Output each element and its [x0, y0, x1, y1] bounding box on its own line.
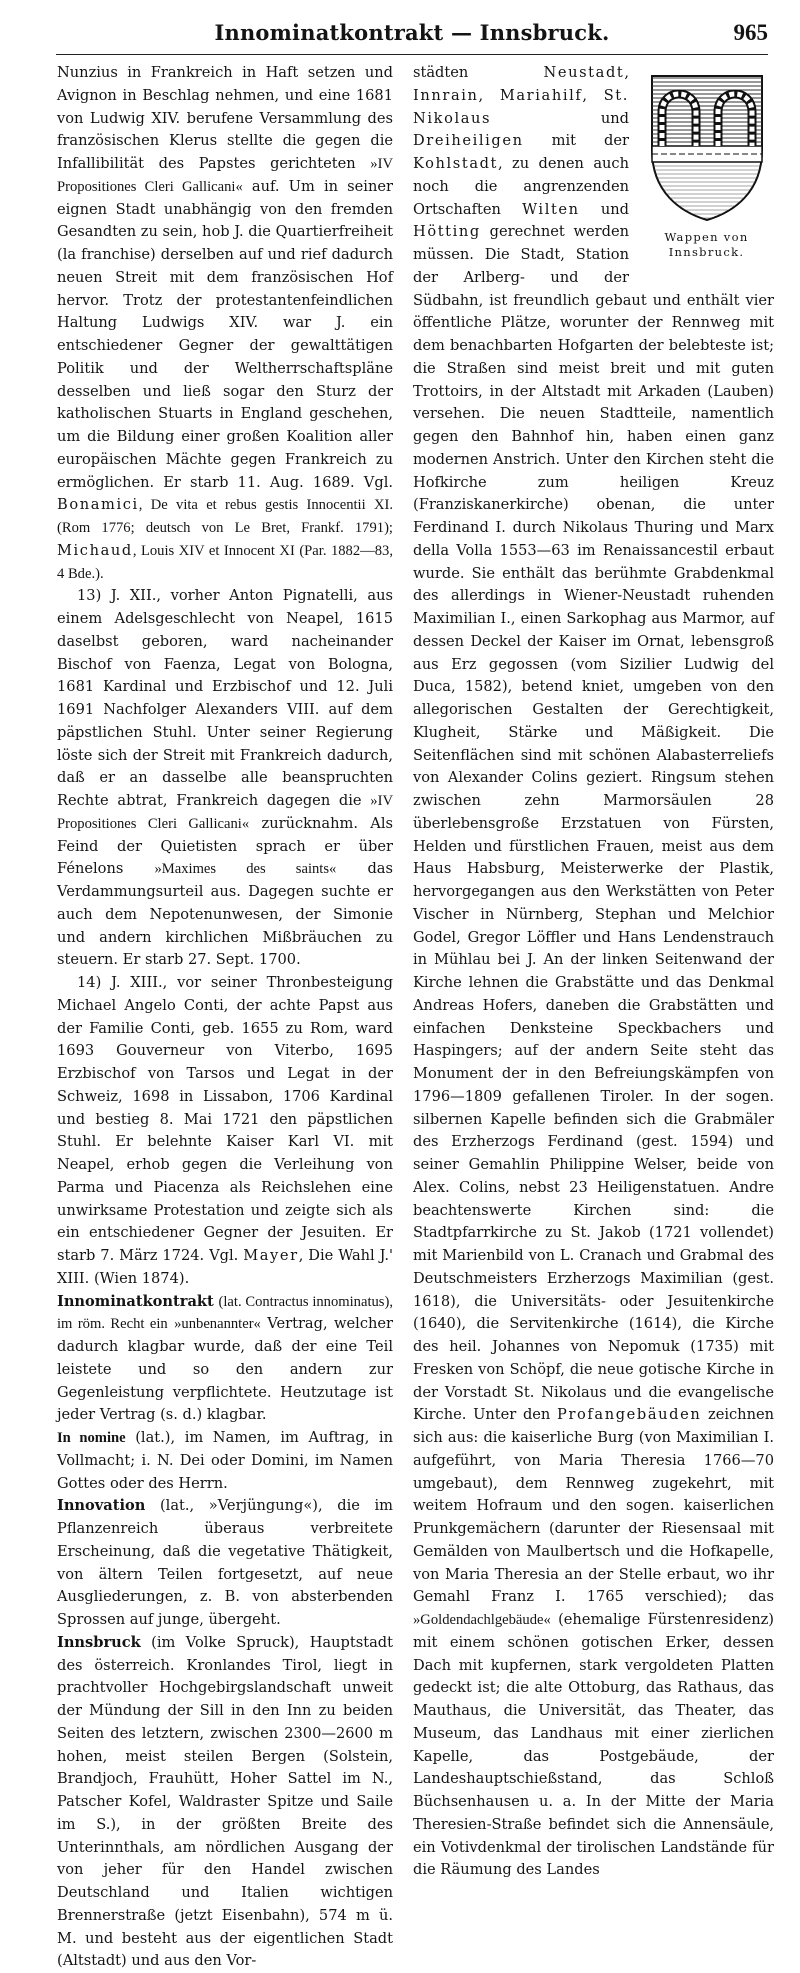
entry-in-nomine: In nomine (lat.), im Namen, im Auftrag, in Vollmacht; i. N. Dei oder Domini, im Namen Gottes oder des Herrn.: [57, 1429, 393, 1492]
entry-innsbruck-continued: städten Neustadt, Innrain, Mariahilf, St. Nikolaus und Dreiheiligen mit der Kohlstadt, zu denen auch noch die angrenzenden Ortschaften Wilten und Hötting gerechnet werden müssen. Die Stadt, Station der Arlberg- und der Südbahn, ist freundlich gebaut und enthält vier öffentliche Plätze, worunter der Rennweg mit dem benachbarten Hofgarten der belebteste ist; die Straßen sind meist breit und mit guten Trottoirs, in der Altstadt mit Arkaden (Lauben) versehen. Die neuen Stadtteile, namentlich gegen den Bahnhof hin, haben einen ganz modernen Anstrich. Unter den Kirchen steht die Hofkirche zum heiligen Kreuz (Franziskanerkirche) obenan, die unter Ferdinand I. durch Nikolaus Thuring und Marx della Volla 1553—63 im Renaissancestil erbaut wurde. Sie enthält das berühmte Grabdenkmal des allerdings in Wiener-Neustadt ruhenden Maximilian I., einen Sarkophag aus Marmor, auf dessen Deckel der Kaiser im Ornat, lebensgroß aus Erz gegossen (vom Sizilier Ludwig del Duca, 1582), betend kniet, umgeben von den allegorischen Gestalten der Gerechtigkeit, Klugheit, Stärke und Mäßigkeit. Die Seitenflächen sind mit schönen Alabasterreliefs von Alexander Colins geziert. Ringsum stehen zwischen zehn Marmorsäulen 28 überlebensgroße Erzstatuen von Fürsten, Helden und fürstlichen Frauen, meist aus dem Haus Habsburg, Meisterwerke der Plastik, hervorgegangen aus den Werkstätten von Peter Vischer in Nürnberg, Stephan und Melchior Godel, Gregor Löffler und Hans Lendenstrauch in Mühlau bei J. An der linken Seitenwand der Kirche lehnen die Grabstätte und das Denkmal Andreas Hofers, daneben die Grabstätten und einfachen Denksteine Speckbachers und Haspingers; auf der andern Seite steht das Monument der in den Befreiungskämpfen von 1796—1809 gefallenen Tiroler. In der sogen. silbernen Kapelle befinden sich die Grabmäler des Erzherzogs Ferdinand (gest. 1594) und seiner Gemahlin Philippine Welser, beide von Alex. Colins, nebst 23 Heiligenstatuen. Andre beachtenswerte Kirchen sind: die Stadtpfarrkirche zu St. Jakob (1721 vollendet) mit Marienbild von L. Cranach und Grabmal des Deutschmeisters Erzherzogs Maximilian (gest. 1618), die Universitäts- oder Jesuitenkirche (1640), die Servitenkirche (1614), die Kirche des heil. Johannes von Nepomuk (1735) mit Fresken von Schöpf, die neue gotische Kirche in der Vorstadt St. Nikolaus und die evangelische Kirche. Unter den Profangebäuden zeichnen sich aus: die kaiserliche Burg (von Maximilian I. aufgeführt, von Maria Theresia 1766—70 umgebaut), dem Rennweg zugekehrt, mit weitem Hofraum und den sogen. kaiserlichen Prunkgemächern (darunter der Riesensaal mit Gemälden von Maulbertsch und die Hofkapelle, von Maria Theresia an der Stelle erbaut, wo ihr Gemahl Franz I. 1765 verschied); das »Goldendachlgebäude« (ehemalige Fürstenresidenz) mit einem schönen gotischen Erker, dessen Dach mit kupfernen, stark vergoldeten Platten gedeckt ist; die alte Ottoburg, das Rathaus, das Mauthaus, die Universität, das Theater, das Museum, das Landhaus mit einer zierlichen Kapelle, das Postgebäude, der Landeshauptschießstand, das Schloß Büchsenhausen u. a. In der Mitte der Maria Theresien-Straße befindet sich die Annensäule, ein Votivdenkmal der tirolischen Landstände für die Räumung des Landes: [413, 64, 775, 1879]
coat-of-arms-icon: [648, 72, 766, 222]
page-header: [56, 14, 768, 55]
coat-of-arms-figure: [639, 68, 774, 272]
right-column: [413, 62, 775, 1879]
entry-innsbruck: Innsbruck (im Volke Spruck), Hauptstadt des österreich. Kronlandes Tirol, liegt in prachtvoller Hochgebirgslandschaft unweit der Mündung der Sill in den Inn zu beiden Seiten des letztern, zwischen 2300—2600 m hohen, meist steilen Bergen (Solstein, Brandjoch, Frauhütt, Hoher Sattel im N., Patscher Kofel, Waldraster Spitze und Saile im S.), in der größten Breite des Unterinnthals, am nördlichen Ausgang der von jeher für den Handel zwischen Deutschland und Italien wichtigen Brennerstraße (jetzt Eisenbahn), 574 m ü. M. und besteht aus der eigentlichen Stadt (Altstadt) und aus den Vor-: [57, 1633, 394, 1970]
paragraph-innocent-xiii: 14) J. XIII., vor seiner Thronbesteigung Michael Angelo Conti, der achte Papst aus der Familie Conti, geb. 1655 zu Rom, ward 1693 Gouverneur von Viterbo, 1695 Erzbischof von Tarsos und Legat in der Schweiz, 1698 in Lissabon, 1706 Kardinal und bestieg 8. Mai 1721 den päpstlichen Stuhl. Er belehnte Kaiser Karl VI. mit Neapel, erhob gegen die Verleihung von Parma und Piacenza als Reichslehen eine unwirksame Protestation und zeigte sich als ein entschiedener Gegner der Jesuiten. Er starb 7. März 1724. Vgl. Mayer, Die Wahl J.' XIII. (Wien 1874).: [57, 974, 393, 1287]
headword: Innsbruck: [57, 1633, 141, 1651]
page-number: 965: [733, 20, 768, 45]
running-head: Innominatkontrakt — Innsbruck.: [214, 20, 610, 45]
headword: Innovation: [57, 1497, 146, 1515]
left-column: [57, 62, 394, 1970]
entry-innovation: Innovation (lat., »Verjüngung«), die im Pflanzenreich überaus verbreitete Erscheinung, daß die vegetative Thätigkeit, von ältern Teilen fortgesetzt, auf neue Ausgliederungen, z. B. von absterbenden Sprossen auf junge, übergeht.: [57, 1497, 393, 1628]
entry-innominatkontrakt: Innominatkontrakt (lat. Contractus innominatus), im röm. Recht ein »unbenannter« Vertrag, welcher dadurch klagbar wurde, daß der eine Teil leistete und so den andern zur Gegenleistung verpflichtete. Heutzutage ist jeder Vertrag (s. d.) klagbar.: [57, 1292, 394, 1424]
paragraph-innocent-xii: 13) J. XII., vorher Anton Pignatelli, aus einem Adelsgeschlecht von Neapel, 1615 daselbst geboren, ward nacheinander Bischof von Faenza, Legat von Bologna, 1681 Kardinal und Erzbischof und 12. Juli 1691 Nachfolger Alexanders VIII. auf dem päpstlichen Stuhl. Unter seiner Regierung löste sich der Streit mit Frankreich dadurch, daß er an dasselbe alle beanspruchten Rechte abtrat, Frankreich dagegen die »IV Propositiones Cleri Gallicani« zurücknahm. Als Feind der Quietisten sprach er über Fénelons »Maximes des saints« das Verdammungsurteil aus. Dagegen suchte er auch dem Nepotenunwesen, der Simonie und andern kirchlichen Mißbräuchen zu steuern. Er starb 27. Sept. 1700.: [57, 587, 394, 969]
headword: Innominatkontrakt: [57, 1292, 214, 1310]
headword: In nomine: [57, 1430, 126, 1446]
paragraph-innocent-xi-continued: Nunzius in Frankreich in Haft setzen und Avignon in Beschlag nehmen, und eine 1681 von Ludwig XIV. berufene Versammlung des französischen Klerus stellte die gegen die Infallibilität des Papstes gerichteten »IV Propositiones Cleri Gallicani« auf. Um in seiner eignen Stadt unabhängig von den fremden Gesandten zu sein, hob J. die Quartierfreiheit (la franchise) derselben auf und rief dadurch neuen Streit mit dem französischen Hof hervor. Trotz der protestantenfeindlichen Haltung Ludwigs XIV. war J. ein entschiedener Gegner der gewalttätigen Politik und der Weltherrschaftspläne desselben und ließ sogar den Sturz der katholischen Stuarts in England geschehen, um die Bildung einer großen Koalition aller europäischen Mächte gegen Frankreich zu ermöglichen. Er starb 11. Aug. 1689. Vgl. Bonamici, De vita et rebus gestis Innocentii XI. (Rom 1776; deutsch von Le Bret, Frankf. 1791); Michaud, Louis XIV et Innocent XI (Par. 1882—83, 4 Bde.).: [57, 64, 393, 582]
figure-caption: Wappen von Innsbruck.: [664, 230, 749, 259]
